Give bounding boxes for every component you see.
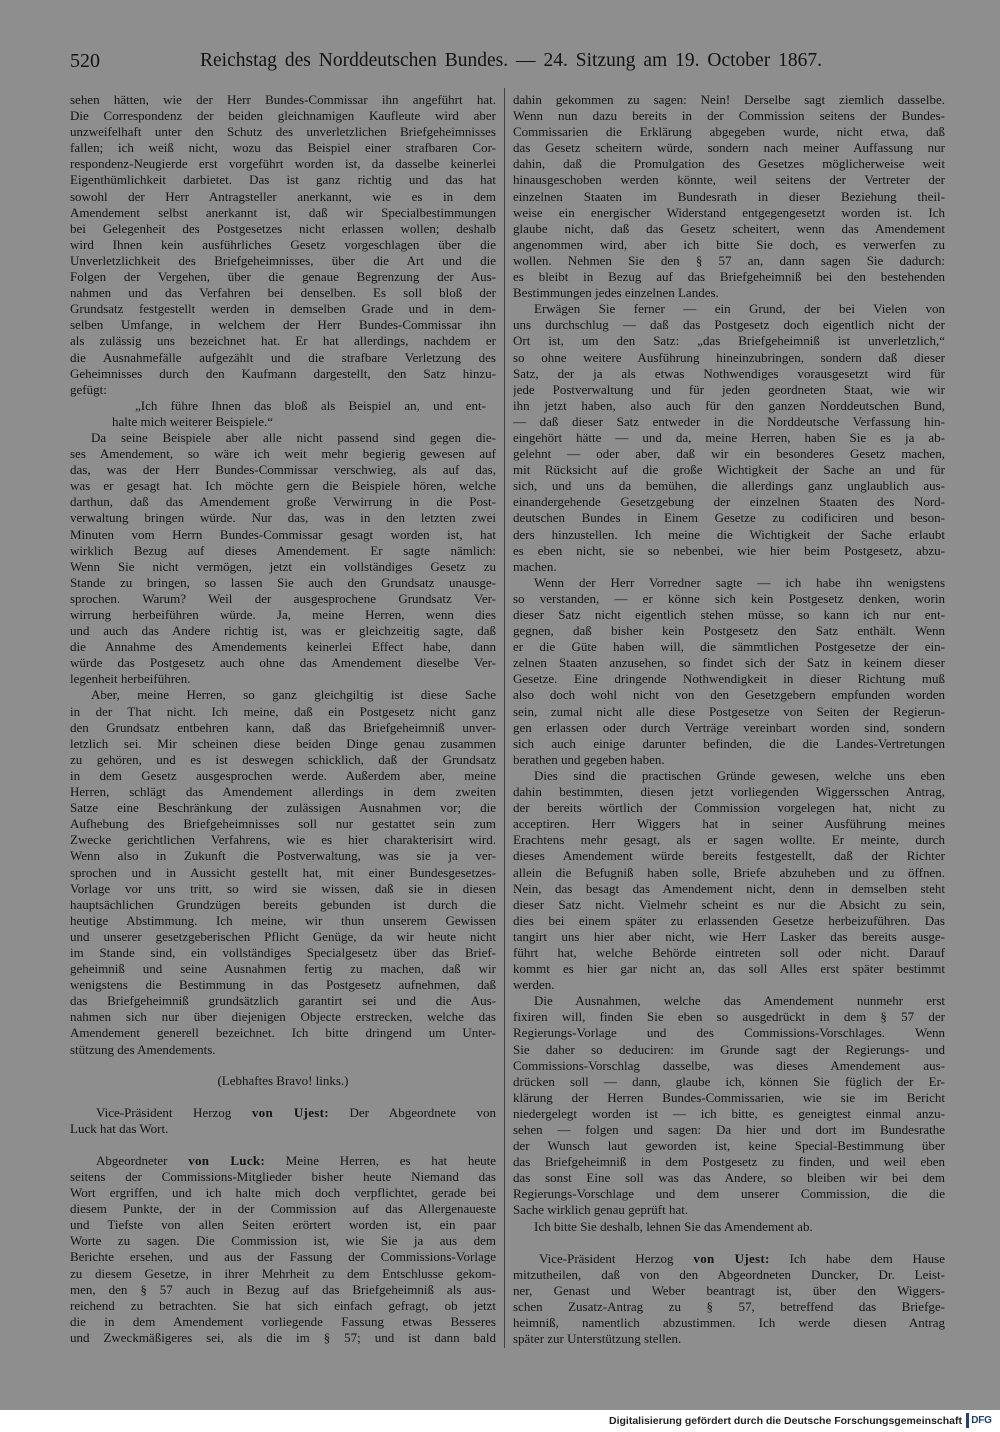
- text-line: also doch wohl nicht von den Gesetzgebern empfunden worden: [513, 687, 945, 703]
- text-line: unzweifelhaft unter den Schutz des unverletzlichen Briefgeheimnisses: [70, 124, 496, 140]
- text-line: Aber, meine Herren, so ganz gleichgiltig ist diese Sache: [91, 687, 496, 703]
- text-line: Stande zu bringen, so lassen Sie auch den Grundsatz unausge-: [70, 574, 496, 590]
- text-line: mit Rücksicht auf die große Wichtigkeit der Sache an und für: [513, 462, 945, 478]
- speaker-name: von Luck:: [188, 1152, 266, 1168]
- text-line: Erachtens mehr gesagt, als er sagen wollte. Er meinte, durch: [513, 832, 945, 848]
- text-line: in dem Gesetz ausgesprochen werde. Außerdem aber, meine: [70, 767, 496, 783]
- text-line: Regierungs-Vorlage und des Commissions-Vorschlages. Wenn: [513, 1025, 945, 1041]
- text-line: und auch das Andere richtig ist, was er gleichzeitig sagte, daß: [70, 623, 496, 639]
- paragraph: [513, 301, 945, 575]
- text-line: Grundsatz festgestellt werden in demselben Grade und in dem-: [70, 301, 496, 317]
- text-line: nahmen und das Verfahren bei denselben. Es soll bloß der: [70, 285, 496, 301]
- text-line: Gesetze. Eine dringende Nothwendigkeit in dieser Richtung muß: [513, 671, 945, 687]
- text-line: — daß dieser Satz entweder in die Norddeutsche Verfassung hin-: [513, 413, 945, 429]
- text-line: Wort ergriffen, und ich halte mich doch verpflichtet, gerade bei: [70, 1185, 496, 1201]
- text-line: gen erlassen oder durch Verträge vereinbart worden sind, sondern: [513, 719, 945, 735]
- text-line: Minuten vom Herrn Bundes-Commissar gesagt worden ist, hat: [70, 526, 496, 542]
- text-line: die Ausnahmefälle aufgezählt und die strafbare Verletzung des: [70, 349, 496, 365]
- text-line: sprochen. Warum? Weil der ausgesprochene Grundsatz Ver-: [70, 590, 496, 606]
- text-line: stützung des Amendements.: [70, 1041, 216, 1057]
- text-line: angenommen wird, aber ich bitte Sie doch, es verwerfen zu: [513, 236, 945, 252]
- text-line: und Zweckmäßigeres sei, als die im § 57; und ist dann bald: [70, 1329, 496, 1345]
- text-line: heimniß, namentlich abzustimmen. Ich werde diesen Antrag: [513, 1315, 945, 1331]
- text-line: der Wunsch laut geworden ist, keine Special-Bestimmung über: [513, 1138, 945, 1154]
- text-line: hinausgeschoben werden könnte, weil seitens der Vertreter der: [513, 172, 945, 188]
- text-line: den Grundsatz entbehren kann, daß das Briefgeheimniß unver-: [70, 719, 496, 735]
- text-line: Ort ist, um den Satz: „das Briefgeheimniß ist unverletzlich,“: [513, 333, 945, 349]
- text-line: klärung der Herren Bundes-Commissarien, wie sie im Bericht: [513, 1089, 945, 1105]
- column-divider: [504, 88, 505, 1348]
- text-line: men, den § 57 auch in Bezug auf das Briefgeheimniß als aus-: [70, 1281, 496, 1297]
- text-line: Wenn der Herr Vorredner sagte — ich habe ihn wenigstens: [534, 574, 945, 590]
- text-line: Folgen der Vergehen, über die genaue Begrenzung der Aus-: [70, 269, 496, 285]
- text-line: sprochen und in Aussicht gestellt hat, mit einer Bundesgesetzes-: [70, 864, 496, 880]
- text-line: berathen und gegeben haben.: [513, 751, 665, 767]
- text-line: dieses Amendement würde bereits festgestellt, daß der Richter: [513, 848, 945, 864]
- text-line: das, was der Herr Bundes-Commissar verschwieg, als auf das,: [70, 462, 496, 478]
- text-line: Commissarien die Erklärung abgegeben wurde, nicht etwa, daß: [513, 124, 945, 140]
- text-line: Bestimmungen jedes einzelnen Landes.: [513, 285, 719, 301]
- text-line: (Lebhaftes Bravo! links.): [217, 1072, 349, 1088]
- text-line: respondenz-Neugierde erst vorgeführt worden ist, da dasselbe keinerlei: [70, 156, 496, 172]
- speaker-paragraph: [70, 1153, 496, 1346]
- text-line: deutschen Bundes in Einem Gesetze zu codificiren und beson-: [513, 510, 945, 526]
- footer-bar: [0, 1410, 1000, 1432]
- text-line: in der That nicht. Ich meine, daß ein Postgesetz nicht ganz: [70, 703, 496, 719]
- text-line: es bleibt in Bezug auf das Briefgeheimniß bei den bestehenden: [513, 269, 945, 285]
- text-line: bei Gelegenheit des Postgesetzes nicht erlassen wollen; deshalb: [70, 220, 496, 236]
- text-line: Unverletzlichkeit des Briefgeheimnisses, über die Art und die: [70, 252, 496, 268]
- text-line: es eben nicht, sie so nebenbei, wie hier beim Postgesetz, abzu-: [513, 542, 945, 558]
- text-line: jede Postverwaltung und für jeden geordneten Staat, wie wir: [513, 381, 945, 397]
- text-line: darthun, daß das Amendement große Verwirrung in die Post-: [70, 494, 496, 510]
- text-line: verwaltung bringen würde. Nur das, was in den letzten zwei: [70, 510, 496, 526]
- paragraph: [70, 430, 496, 688]
- paragraph: [513, 768, 945, 993]
- text-line: fallen; ich weiß nicht, wozu das Beispiel einer strafbaren Cor-: [70, 140, 496, 156]
- text-line: Wenn nun dazu bereits in der Commission seitens der Bundes-: [513, 108, 945, 124]
- text-line: [70, 1153, 496, 1169]
- text-line: der bereits wörtlich der Commission vorgelegen hat, nicht zu: [513, 800, 945, 816]
- text-line: zelnen Staaten anzusehen, so findet sich der Satz in keinem dieser: [513, 655, 945, 671]
- text-line: halte mich weiterer Beispiele.“: [112, 413, 273, 429]
- text-line: tangirt uns hier aber nicht, wie Herr Lasker das bereits ausge-: [513, 928, 945, 944]
- funding-notice: Digitalisierung gefördert durch die Deutsche Forschungsgemeinschaft: [609, 1415, 962, 1427]
- applause-note: [70, 1073, 496, 1089]
- text-line: Vorlage vor uns tritt, so wird sie wissen, daß sie in diesen: [70, 880, 496, 896]
- speaker-role: Vice-Präsident Herzog: [539, 1250, 674, 1266]
- speaker-paragraph: [70, 1105, 496, 1137]
- text-line: Berichte ersehen, und aus der Fassung der Commissions-Vorlage: [70, 1249, 496, 1265]
- text-line: Aufhebung des Briefgeheimnisses soll nur gestattet sein zum: [70, 816, 496, 832]
- text-line: diesem Punkte, der in der Commission auf das Allergenaueste: [70, 1201, 496, 1217]
- speaker-name: von Ujest:: [251, 1104, 329, 1120]
- text-line: ders hinzustellen. Ich meine die Wichtigkeit der Sache erlaubt: [513, 526, 945, 542]
- quotation: [112, 398, 486, 430]
- text-line: was er gesagt hat. Ich möchte gern die Beispiele hören, welche: [70, 478, 496, 494]
- text-line: Die Correspondenz der beiden gleichnamigen Kaufleute wird aber: [70, 108, 496, 124]
- text-line: sein, zumal nicht alle diese Postgesetze von Seiten der Regierun-: [513, 703, 945, 719]
- text-line: allein die Befugniß haben solle, Briefe abzuheben und zu öffnen.: [513, 864, 945, 880]
- text-line: die Annahme des Amendements keinerlei Effect habe, dann: [70, 639, 496, 655]
- paragraph: [513, 1219, 945, 1235]
- text-line: machen.: [513, 558, 557, 574]
- text-line: im Stande sind, ein vollständiges Specialgesetz über das Brief-: [70, 944, 496, 960]
- text-line: reichend zu betrachten. Sie hat sich einfach gefragt, ob jetzt: [70, 1297, 496, 1313]
- text-line: kommt es hier gar nicht an, das soll Alles erst später bestimmt: [513, 961, 945, 977]
- text-line: wirklich Bezug auf dieses Amendement. Er sagte nämlich:: [70, 542, 496, 558]
- column-left: [70, 92, 496, 1346]
- text-line: Amendement generell bezeichnet. Ich bitte dringend um Unter-: [70, 1025, 496, 1041]
- paragraph: [70, 687, 496, 1057]
- text-line: das Briefgeheimniß in dem Postgesetz zu finden, und weil eben: [513, 1154, 945, 1170]
- text-line: Eigenthümlichkeit darbietet. Das ist ganz richtig und das hat: [70, 172, 496, 188]
- text-line: sich, und uns da bemühen, die allerdings ganz unglaublich aus-: [513, 478, 945, 494]
- text-line: selben Umfange, in welchem der Herr Bundes-Commissar ihn: [70, 317, 496, 333]
- text-line: Commissions-Vorschlag dasselbe, was dieses Amendement aus-: [513, 1057, 945, 1073]
- text-line: und Tiefste von allen Seiten erörtert worden ist, ein paar: [70, 1217, 496, 1233]
- text-line: das sonst Eine soll was das Andere, so bleiben wir bei dem: [513, 1170, 945, 1186]
- text-line: acceptiren. Herr Wiggers hat in seiner Ausführung meines: [513, 816, 945, 832]
- text-line: dieser Satz nicht. Vielmehr scheint es nur die Absicht zu sein,: [513, 896, 945, 912]
- text-line: wollen. Nehmen Sie den § 57 an, dann sagen Sie dadurch:: [513, 252, 945, 268]
- text-line: das Gesetz scheitern würde, sondern nach meiner Auffassung nur: [513, 140, 945, 156]
- text-line: sehen — folgen und sagen: Da hier und dort im Bundesrathe: [513, 1122, 945, 1137]
- text-line: dieser Satz nicht eigentlich stehen müsse, so kann ich nur ent-: [513, 607, 945, 622]
- speaker-role: Vice-Präsident Herzog: [96, 1104, 232, 1120]
- text-line: wirrung herbeiführen würde. Ja, meine Herren, wenn dies: [70, 607, 496, 622]
- text-line: als zulässig uns bezeichnet hat. Er hat allerdings, nachdem er: [70, 333, 496, 349]
- text-line: legenheit herbeiführen.: [70, 671, 191, 687]
- text-line: [70, 1105, 496, 1121]
- text-line: er die Güte haben will, die sämmtlichen Postgesetze der ein-: [513, 639, 945, 655]
- text-line: einzelnen Staaten im Bundesrath in dieser Beziehung theil-: [513, 188, 945, 204]
- column-right: [513, 92, 945, 1347]
- speaker-text: Der Abgeordnete von: [349, 1104, 496, 1120]
- dfg-logo: DFG: [966, 1413, 994, 1428]
- text-line: führt hat, welche Behörde eintreten soll oder nicht. Darauf: [513, 944, 945, 960]
- text-line: die in dem Amendement vorliegende Fassung etwas Besseres: [70, 1313, 496, 1329]
- text-line: sowohl der Herr Antragsteller anerkannt, wie es in dem: [70, 188, 496, 204]
- text-line: [513, 1251, 945, 1267]
- text-line: sehen hätten, wie der Herr Bundes-Commissar ihn angeführt hat.: [70, 92, 496, 107]
- speaker-text: Meine Herren, es hat heute: [285, 1152, 496, 1168]
- text-line: seitens der Commissions-Mitglieder bisher heute Niemand das: [70, 1169, 496, 1184]
- text-line: Dies sind die practischen Gründe gewesen, welche uns eben: [534, 767, 945, 783]
- text-line: Ich bitte Sie deshalb, lehnen Sie das Amendement ab.: [534, 1218, 813, 1234]
- text-line: Satz, der ja als etwas Nothwendiges vorausgesetzt wird für: [513, 365, 945, 381]
- text-line: gefügt:: [70, 381, 107, 397]
- text-line: werden.: [513, 977, 555, 993]
- text-line: letzlich sei. Mir scheinen diese beiden Dinge genau zusammen: [70, 735, 496, 751]
- text-line: geheimniß und seine Ausnahmen fertig zu machen, daß wir: [70, 961, 496, 977]
- text-line: wird Ihnen kein ausführliches Gesetz vorgeschlagen über die: [70, 236, 496, 252]
- text-line: Sache wirklich genau geprüft hat.: [513, 1202, 689, 1218]
- text-line: gegnen, daß bisher kein Postgesetz den Satz enthält. Wenn: [513, 623, 945, 639]
- text-line: heutige Abstimmung. Ich meine, wir thun unserem Gewissen: [70, 912, 496, 928]
- running-title: Reichstag des Norddeutschen Bundes. — 24. Sitzung am 19. October 1867.: [200, 50, 822, 71]
- text-line: Wenn also in Zukunft die Postverwaltung, was sie ja ver-: [70, 848, 496, 864]
- text-line: und unserer gesetzgeberischen Pflicht Genüge, da wir heute nicht: [70, 928, 496, 944]
- text-line: das Briefgeheimniß grundsätzlich garantirt sei und die Aus-: [70, 993, 496, 1009]
- paragraph: [513, 575, 945, 768]
- text-line: so ohne weitere Ausführung hineinzubringen, sondern daß dieser: [513, 349, 945, 365]
- text-line: sich auch einige darunter befinden, die die Landes-Vertretungen: [513, 735, 945, 751]
- text-line: uns durchschlug — daß das Postgesetz doch eigentlich nicht der: [513, 317, 945, 333]
- text-line: weise ein energischer Widerstand entgegengesetzt worden ist. Ich: [513, 204, 945, 220]
- text-line: Erwägen Sie ferner — ein Grund, der bei Vielen von: [534, 301, 945, 317]
- text-line: Amendement selbst anerkannt ist, daß wir Specialbestimmungen: [70, 204, 496, 220]
- text-line: so verstanden, — er könne sich kein Postgesetz denken, worin: [513, 590, 945, 606]
- text-line: ner, Genast und Weber beantragt ist, über den Wiggers-: [513, 1282, 945, 1298]
- text-line: wenigstens die Bestimmung in das Postgesetz aufnehmen, daß: [70, 977, 496, 993]
- text-line: ihn jetzt haben, also auch für den ganzen Norddeutschen Bund,: [513, 397, 945, 413]
- text-line: „Ich führe Ihnen das bloß als Beispiel an, und ent-: [135, 397, 486, 413]
- text-line: Nein, das besagt das Amendement nicht, denn in demselben steht: [513, 880, 945, 896]
- paragraph: [513, 92, 945, 301]
- text-line: eingehört hätte — und da, meine Herren, haben Sie es ja ab-: [513, 429, 945, 445]
- text-line: gelehnt — oder aber, daß wir ein besonderes Gesetz machen,: [513, 446, 945, 462]
- text-line: dahin bestimmten, diesen jetzt vorliegenden Wiggersschen Antrag,: [513, 784, 945, 800]
- text-line: dahin, daß die Promulgation des Gesetzes möglicherweise weit: [513, 156, 945, 172]
- text-line: später zur Unterstützung stellen.: [513, 1331, 682, 1347]
- text-line: Satze eine Beschränkung der zulässigen Ausnahmen vor; die: [70, 800, 496, 816]
- text-line: dies bei einem später zu erlassenden Gesetze herbeizuführen. Das: [513, 912, 945, 928]
- page-number: 520: [70, 50, 100, 72]
- text-line: Herren, schlägt das Amendement allerdings in dem zweiten: [70, 784, 496, 800]
- text-line: drücken soll — dann, glaube ich, können Sie füglich der Er-: [513, 1073, 945, 1089]
- speaker-name: von Ujest:: [693, 1250, 770, 1266]
- text-line: schen Zusatz-Antrag zu § 57, betreffend das Briefge-: [513, 1298, 945, 1314]
- text-line: Luck hat das Wort.: [70, 1120, 169, 1136]
- speaker-paragraph: [513, 1251, 945, 1348]
- text-line: Worte zu sagen. Die Commission ist, wie Sie ja aus dem: [70, 1233, 496, 1249]
- text-line: Die Ausnahmen, welche das Amendement nunmehr erst: [534, 993, 945, 1009]
- speaker-role: Abgeordneter: [96, 1152, 168, 1168]
- text-line: würde das Postgesetz auch ohne das Amendement dieselbe Ver-: [70, 655, 496, 671]
- paragraph: [513, 993, 945, 1218]
- text-line: Wenn Sie nicht vermögen, jetzt ein vollständiges Gesetz zu: [70, 558, 496, 574]
- text-line: hauptsächlichen Grundzügen bereits gebunden ist durch die: [70, 896, 496, 912]
- text-line: zu diesem Gesetze, in ihrer Mehrheit zu dem Entschlusse gekom-: [70, 1265, 496, 1281]
- text-line: Da seine Beispiele aber alle nicht passend sind gegen die-: [91, 429, 496, 445]
- text-line: Sie daher so deduciren: im Grunde sagt der Regierungs- und: [513, 1041, 945, 1057]
- text-line: zu gehören, und es ist deswegen schicklich, daß der Grundsatz: [70, 751, 496, 767]
- text-line: einandergehende Gesetzgebung der einzelnen Staaten des Nord-: [513, 494, 945, 510]
- text-line: fixiren will, finden Sie eben so ausgedrückt in dem § 57 der: [513, 1009, 945, 1025]
- text-line: Zwecke gerichtlichen Verfahrens, wie es hier charakterisirt wird.: [70, 832, 496, 848]
- text-line: mitzutheilen, daß von den Abgeordneten Duncker, Dr. Leist-: [513, 1266, 945, 1282]
- text-line: niedergelegt worden ist — ich bitte, es geneigtest einmal anzu-: [513, 1105, 945, 1121]
- text-line: nahmen sich nur über diejenigen Objecte erstrecken, welche das: [70, 1009, 496, 1025]
- text-line: dahin gekommen zu sagen: Nein! Derselbe sagt ziemlich dasselbe.: [513, 92, 945, 107]
- text-line: Geheimnisses durch den Kaufmann dargestellt, den Satz hinzu-: [70, 365, 496, 381]
- text-line: glaube nicht, daß das Gesetz scheitert, wenn das Amendement: [513, 220, 945, 236]
- text-line: ses Amendement, so wäre ich weit mehr begierig gewesen auf: [70, 446, 496, 462]
- speaker-text: Ich habe dem Hause: [789, 1250, 945, 1266]
- text-line: Regierungs-Vorschlage und dem unserer Commission, die die: [513, 1186, 945, 1202]
- paragraph: [70, 92, 496, 398]
